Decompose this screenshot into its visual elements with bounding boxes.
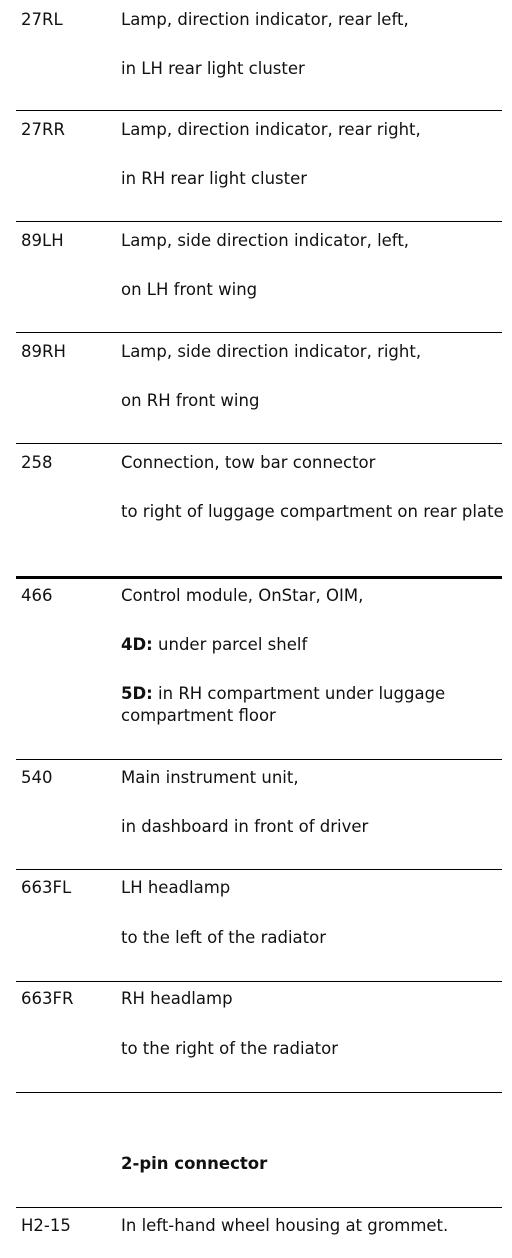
variant-4d xyxy=(121,634,307,656)
variant-label: 4D: xyxy=(121,635,153,654)
component-code: 540 xyxy=(21,768,53,787)
component-location: in LH rear light cluster xyxy=(121,59,305,78)
component-location: to right of luggage compartment on rear plate xyxy=(121,502,504,521)
row-divider xyxy=(16,110,502,111)
variant-text: in RH compartment under luggage compartment floor xyxy=(121,684,446,725)
component-title: Connection, tow bar connector xyxy=(121,453,376,472)
row-divider xyxy=(16,332,502,333)
component-title: Lamp, side direction indicator, right, xyxy=(121,342,422,361)
component-title: Main instrument unit, xyxy=(121,768,299,787)
component-location: to the right of the radiator xyxy=(121,1039,339,1058)
connector-location: In left-hand wheel housing at grommet. xyxy=(121,1216,449,1235)
section-heading: 2-pin connector xyxy=(121,1154,268,1173)
component-location: to the left of the radiator xyxy=(121,928,326,947)
component-code: 89LH xyxy=(21,231,64,250)
component-code: 466 xyxy=(21,586,53,605)
component-location: in RH rear light cluster xyxy=(121,169,308,188)
row-divider xyxy=(16,1092,502,1093)
component-code: 27RL xyxy=(21,10,63,29)
row-divider xyxy=(16,1207,502,1208)
component-location: in dashboard in front of driver xyxy=(121,817,369,836)
variant-5d xyxy=(121,683,506,727)
variant-label: 5D: xyxy=(121,684,153,703)
row-divider xyxy=(16,576,502,579)
row-divider xyxy=(16,221,502,222)
component-code: 89RH xyxy=(21,342,66,361)
connector-code: H2-15 xyxy=(21,1216,71,1235)
component-location: on RH front wing xyxy=(121,391,260,410)
component-code: 258 xyxy=(21,453,53,472)
component-title: Lamp, direction indicator, rear right, xyxy=(121,120,421,139)
component-title: Control module, OnStar, OIM, xyxy=(121,586,364,605)
component-title: Lamp, side direction indicator, left, xyxy=(121,231,410,250)
component-code: 27RR xyxy=(21,120,65,139)
variant-text: under parcel shelf xyxy=(152,635,308,654)
row-divider xyxy=(16,981,502,982)
component-location: on LH front wing xyxy=(121,280,258,299)
component-title: RH headlamp xyxy=(121,989,233,1008)
component-title: Lamp, direction indicator, rear left, xyxy=(121,10,409,29)
row-divider xyxy=(16,443,502,444)
component-code: 663FR xyxy=(21,989,74,1008)
component-title: LH headlamp xyxy=(121,878,231,897)
row-divider xyxy=(16,869,502,870)
component-code: 663FL xyxy=(21,878,72,897)
row-divider xyxy=(16,759,502,760)
